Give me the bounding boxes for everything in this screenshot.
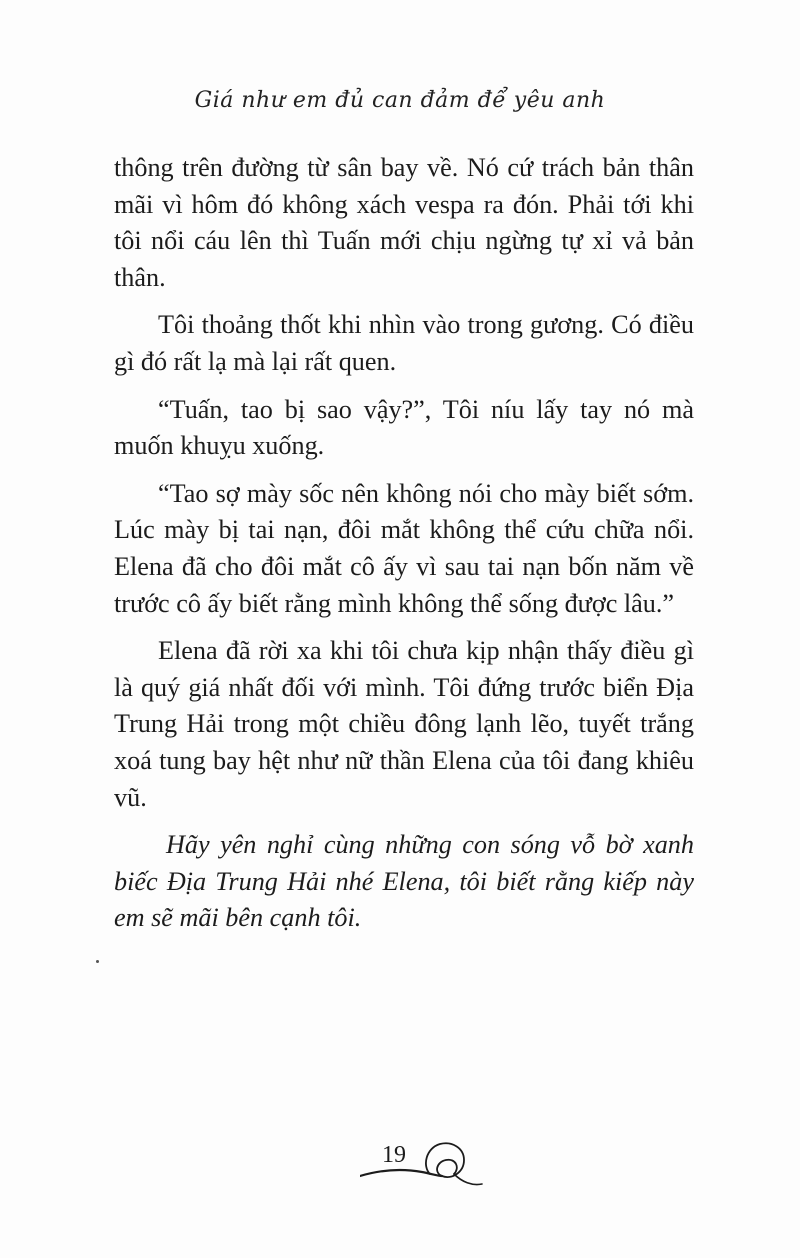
stray-dot (96, 960, 99, 963)
page-folio (360, 1136, 500, 1196)
paragraph-5: Elena đã rời xa khi tôi chưa kịp nhận thấy điều gì là quý giá nhất đối với mình. Tôi đứng trước biển Địa Trung Hải trong một chiều đông lạnh lẽo, tuyết trắng xoá tung bay hệt như nữ thần Elena của tôi đang khiêu vũ. (114, 636, 694, 812)
body-text (114, 150, 694, 948)
flourish-icon (360, 1136, 500, 1196)
paragraph-4: “Tao sợ mày sốc nên không nói cho mày biết sớm. Lúc mày bị tai nạn, đôi mắt không thể cứu chữa nổi. Elena đã cho đôi mắt cô ấy vì sau tai nạn bốn năm về trước cô ấy biết rằng mình không thể sống được lâu.” (114, 478, 694, 618)
paragraph-2: Tôi thoảng thốt khi nhìn vào trong gương. Có điều gì đó rất lạ mà lại rất quen. (114, 310, 694, 376)
running-header: Giá như em đủ can đảm để yêu anh (194, 88, 606, 113)
paragraph-1: thông trên đường từ sân bay về. Nó cứ trách bản thân mãi vì hôm đó không xách vespa ra đón. Phải tới khi tôi nổi cáu lên thì Tuấn mới chịu ngừng tự xỉ vả bản thân. (114, 153, 694, 292)
paragraph-3: “Tuấn, tao bị sao vậy?”, Tôi níu lấy tay nó mà muốn khuỵu xuống. (114, 394, 694, 461)
page-number: 19 (382, 1142, 406, 1168)
paragraph-6-italic: Hãy yên nghỉ cùng những con sóng vỗ bờ xanh biếc Địa Trung Hải nhé Elena, tôi biết rằng kiếp này em sẽ mãi bên cạnh tôi. (114, 830, 694, 933)
